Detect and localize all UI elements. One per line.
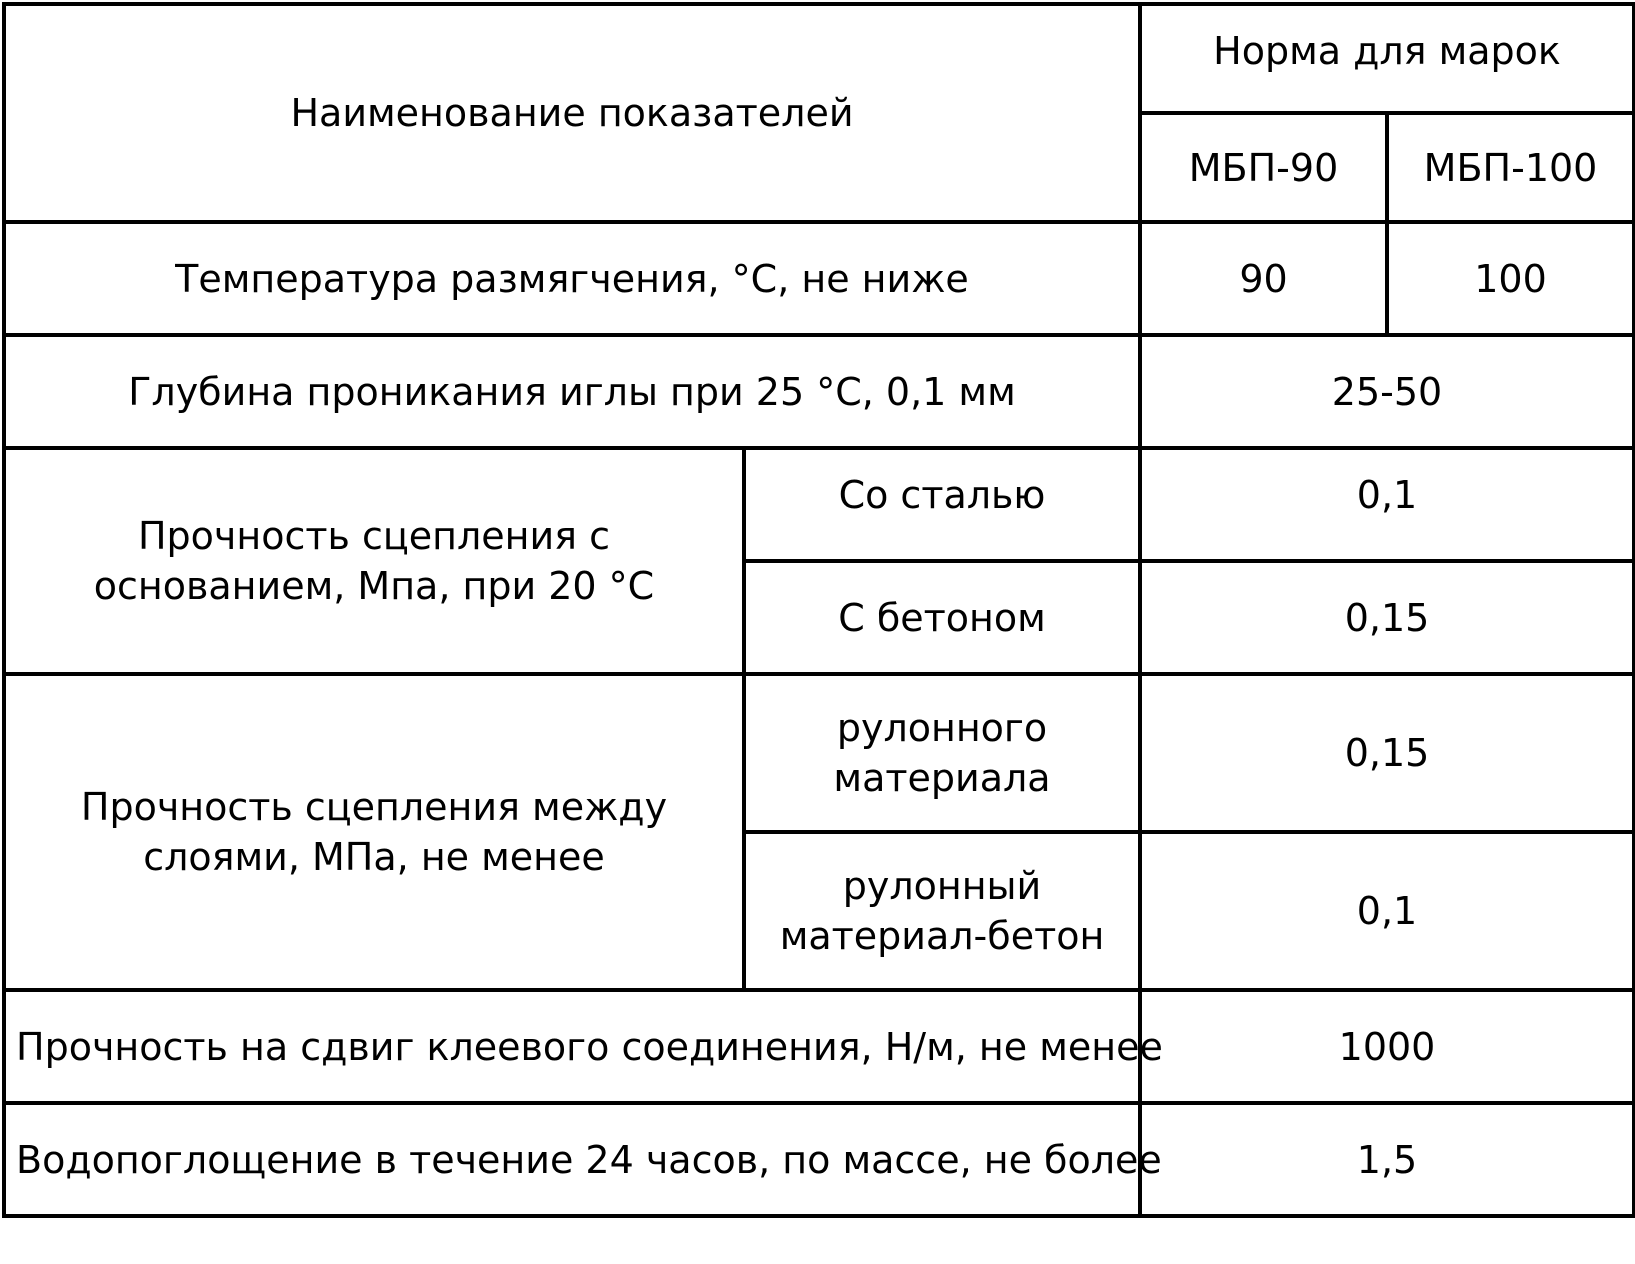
header-grade-mbp100: МБП-100 (1387, 113, 1634, 222)
base-adhesion-steel-label: Со сталью (744, 448, 1140, 561)
water-absorption-value: 1,5 (1140, 1103, 1634, 1216)
layer-adhesion-roll-concrete-label: рулонный материал-бетон (744, 832, 1140, 990)
penetration-label: Глубина проникания иглы при 25 °С, 0,1 мм (4, 335, 1140, 448)
row-needle-penetration (4, 335, 1634, 448)
layer-adhesion-roll-concrete-value: 0,1 (1140, 832, 1634, 990)
base-adhesion-concrete-value: 0,15 (1140, 561, 1634, 674)
shear-label: Прочность на сдвиг клеевого соединения, Н/м, не менее (4, 990, 1140, 1103)
row-base-adhesion-steel (4, 448, 1634, 561)
header-norm-for-grades: Норма для марок (1140, 4, 1634, 113)
layer-adhesion-label: Прочность сцепления между слоями, МПа, не менее (4, 674, 744, 990)
softening-value-mbp90: 90 (1140, 222, 1387, 335)
penetration-value: 25-50 (1140, 335, 1634, 448)
row-water-absorption (4, 1103, 1634, 1216)
layer-adhesion-roll-value: 0,15 (1140, 674, 1634, 832)
softening-value-mbp100: 100 (1387, 222, 1634, 335)
row-softening-temperature (4, 222, 1634, 335)
header-row-1 (4, 4, 1634, 113)
softening-label: Температура размягчения, °С, не ниже (4, 222, 1140, 335)
header-indicator-name: Наименование показателей (4, 4, 1140, 222)
base-adhesion-label: Прочность сцепления с основанием, Мпа, при 20 °С (4, 448, 744, 674)
specification-table (2, 2, 1635, 1218)
row-shear-strength (4, 990, 1634, 1103)
base-adhesion-concrete-label: С бетоном (744, 561, 1140, 674)
base-adhesion-steel-value: 0,1 (1140, 448, 1634, 561)
shear-value: 1000 (1140, 990, 1634, 1103)
water-absorption-label: Водопоглощение в течение 24 часов, по массе, не более (4, 1103, 1140, 1216)
header-grade-mbp90: МБП-90 (1140, 113, 1387, 222)
layer-adhesion-roll-label: рулонного материала (744, 674, 1140, 832)
row-layer-adhesion-roll (4, 674, 1634, 832)
